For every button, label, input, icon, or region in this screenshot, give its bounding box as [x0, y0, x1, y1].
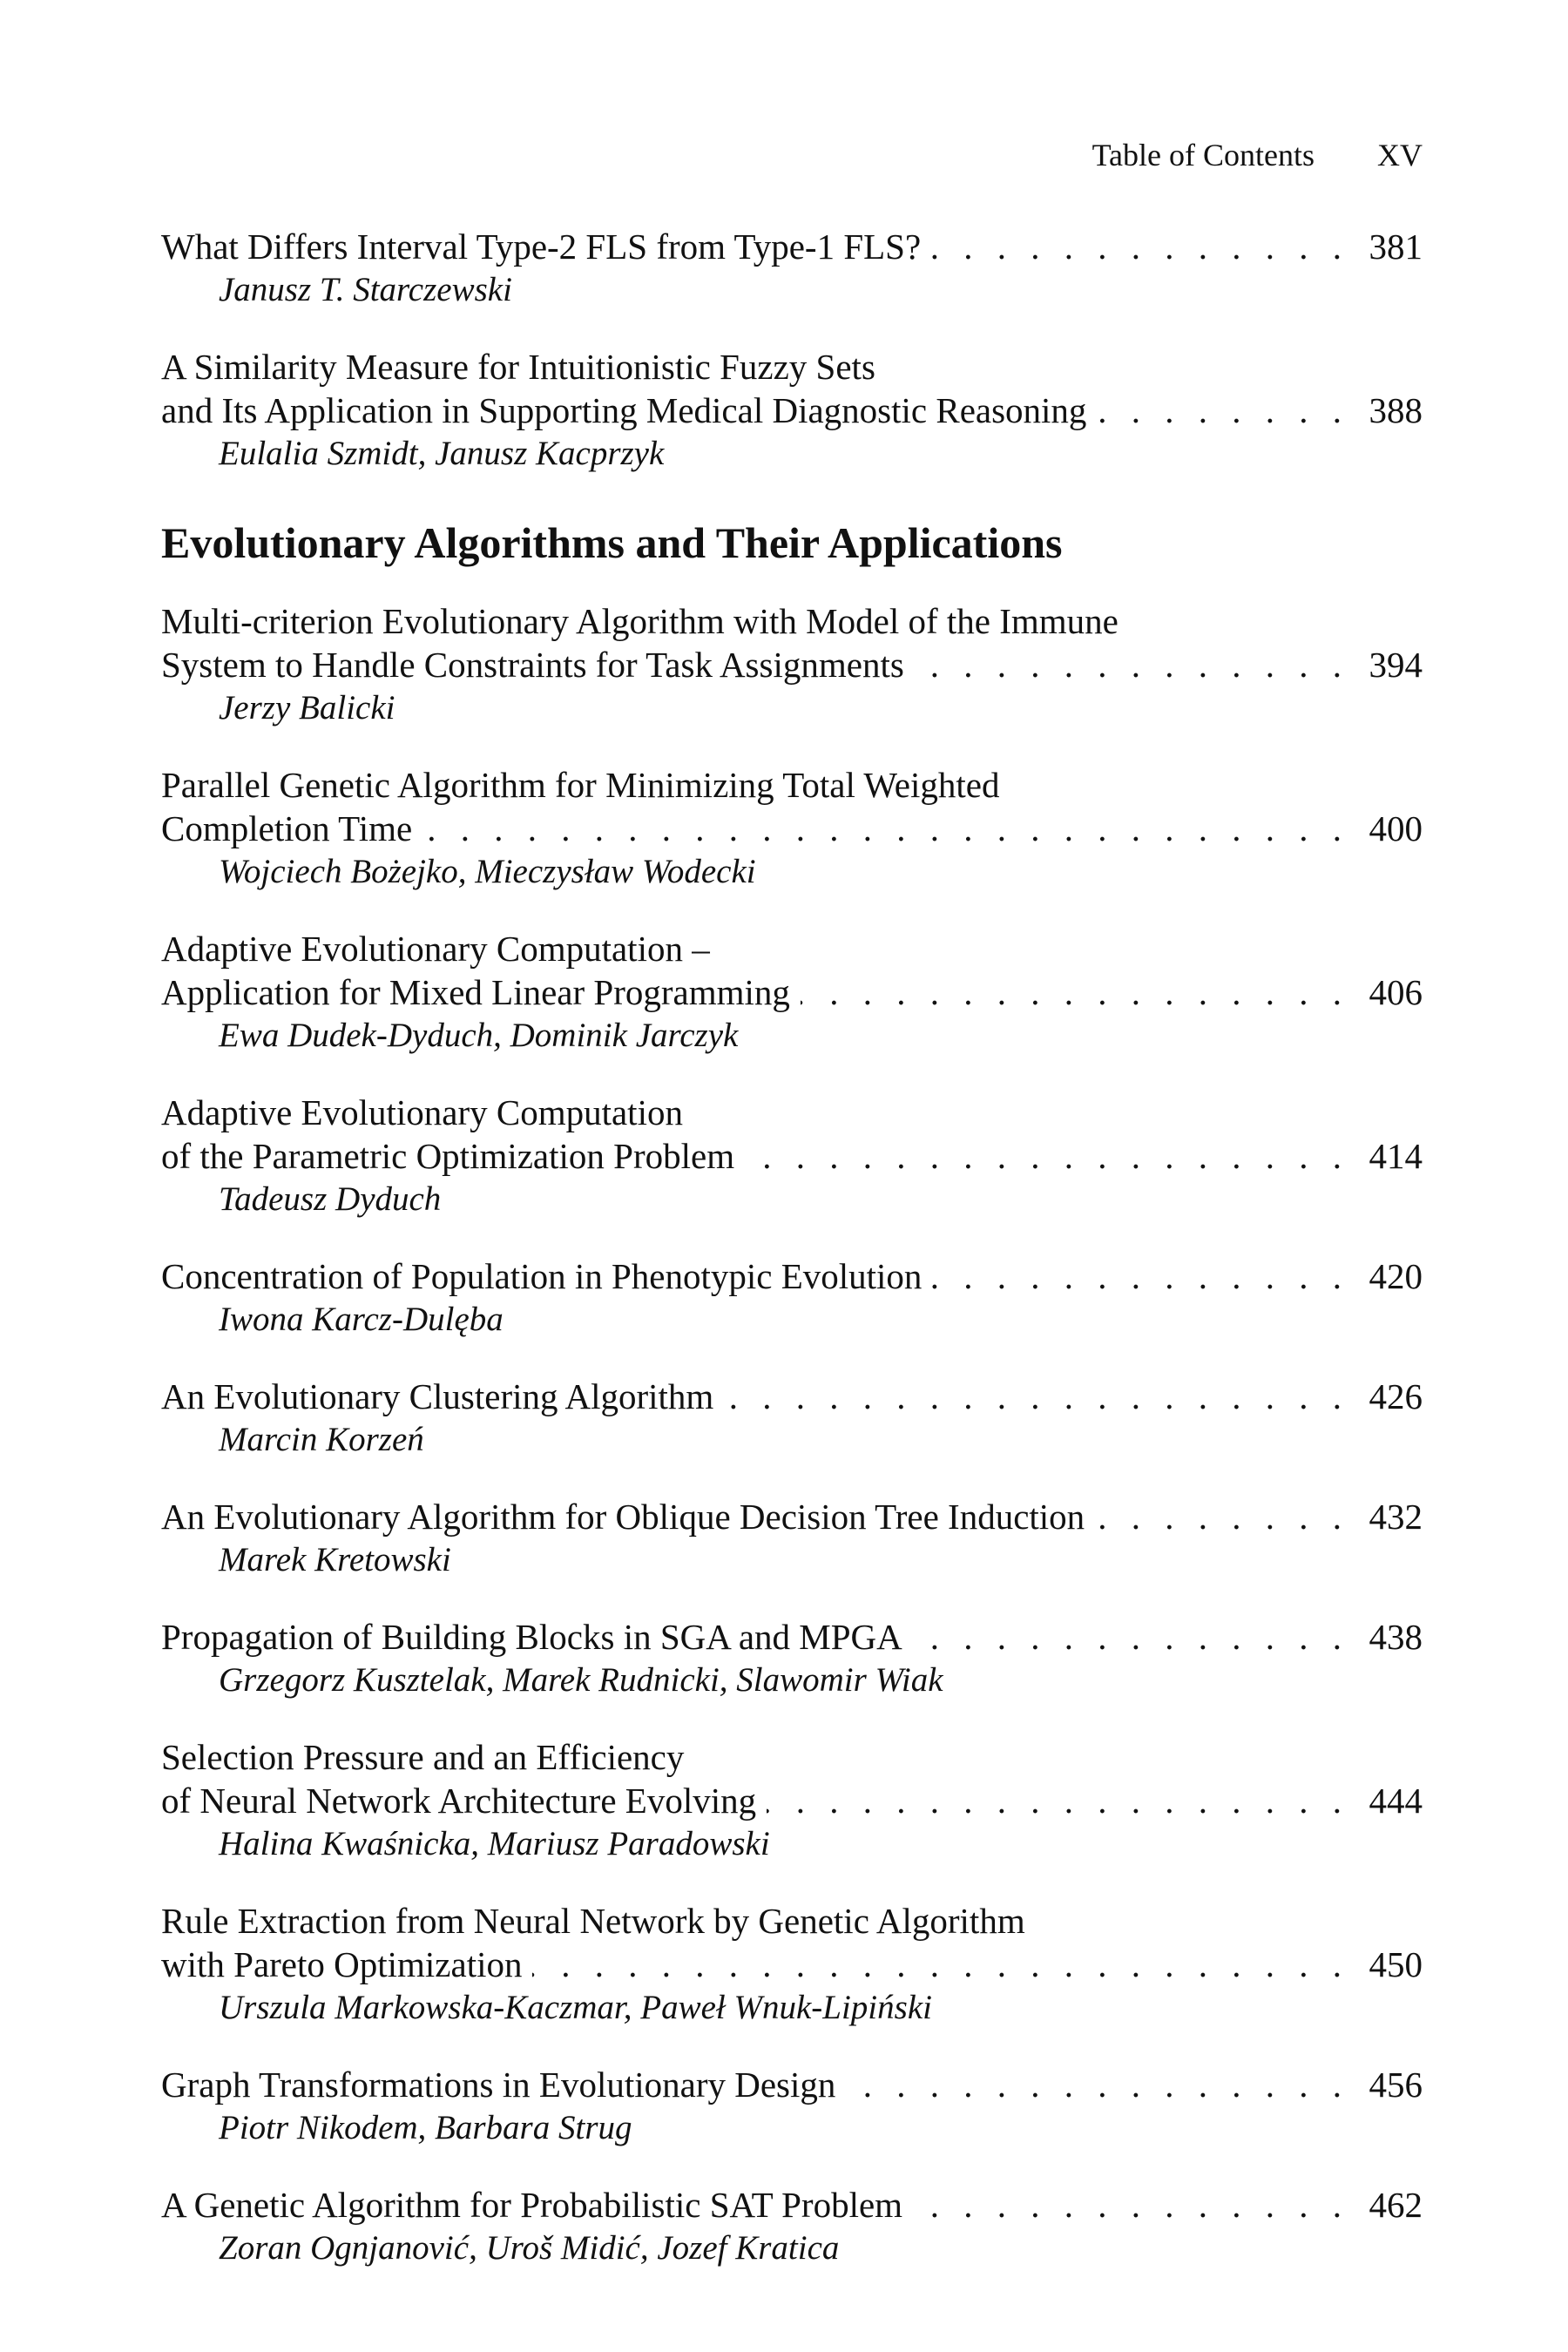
dot-leader [931, 225, 1349, 268]
toc-entries-section [161, 599, 1423, 2270]
entry-authors: Ewa Dudek-Dyduch, Dominik Jarczyk [219, 1017, 739, 1054]
toc-entries-before-section [161, 225, 1423, 476]
entry-title-text: Graph Transformations in Evolutionary Design [161, 2065, 836, 2105]
entry-authors: Zoran Ognjanović, Uroš Midić, Jozef Kratica [219, 2229, 840, 2267]
toc-entry [161, 1495, 1423, 1582]
entry-authors: Piotr Nikodem, Barbara Strug [219, 2109, 632, 2146]
entry-page-number: 462 [1369, 2185, 1423, 2225]
entry-title-text: of Neural Network Architecture Evolving [161, 1781, 757, 1821]
toc-entry [161, 345, 1423, 476]
dot-leader [724, 1375, 1349, 1418]
entry-title-last-line [161, 2183, 1423, 2227]
dot-leader [532, 1943, 1349, 1986]
entry-title-last-line [161, 1779, 1423, 1822]
toc-entry [161, 763, 1423, 894]
entry-authors: Grzegorz Kusztelak, Marek Rudnicki, Slawomir Wiak [219, 1661, 943, 1699]
entry-title-text: with Pareto Optimization [161, 1944, 523, 1984]
entry-title-text: and Its Application in Supporting Medical Diagnostic Reasoning [161, 390, 1087, 430]
dot-leader [913, 1615, 1349, 1659]
entry-title-text: A Genetic Algorithm for Probabilistic SAT Problem [161, 2185, 903, 2225]
entry-title-last-line [161, 1134, 1423, 1178]
running-head-page-number: XV [1377, 138, 1423, 172]
toc-entry [161, 1091, 1423, 1221]
dot-leader [913, 2183, 1349, 2227]
dot-leader [801, 970, 1349, 1014]
entry-page-number: 426 [1369, 1376, 1423, 1416]
dot-leader [915, 643, 1349, 686]
dot-leader [1097, 389, 1349, 432]
entry-authors: Jerzy Balicki [219, 689, 395, 727]
entry-title-text: What Differs Interval Type-2 FLS from Type-1 FLS? [161, 226, 922, 267]
entry-authors: Marek Kretowski [219, 1541, 451, 1578]
entry-page-number: 456 [1369, 2065, 1423, 2105]
entry-title-last-line [161, 1254, 1423, 1298]
entry-authors: Eulalia Szmidt, Janusz Kacprzyk [219, 435, 665, 472]
entry-title-line: Multi-criterion Evolutionary Algorithm with Model of the Immune [161, 601, 1119, 641]
entry-page-number: 414 [1369, 1136, 1423, 1176]
entry-title-text: Propagation of Building Blocks in SGA and MPGA [161, 1617, 902, 1657]
entry-title-last-line [161, 2063, 1423, 2106]
dot-leader [422, 807, 1349, 850]
toc-entry [161, 1254, 1423, 1342]
entry-title-text: Completion Time [161, 808, 413, 848]
toc-entry [161, 225, 1423, 312]
entry-title-text: of the Parametric Optimization Problem [161, 1136, 735, 1176]
entry-authors: Halina Kwaśnicka, Mariusz Paradowski [219, 1825, 770, 1862]
entry-title-last-line [161, 1943, 1423, 1986]
toc-entry [161, 599, 1423, 730]
entry-page-number: 438 [1369, 1617, 1423, 1657]
entry-page-number: 432 [1369, 1497, 1423, 1537]
entry-title-last-line [161, 807, 1423, 850]
entry-title-line: A Similarity Measure for Intuitionistic Fuzzy Sets [161, 347, 875, 387]
entry-title-text: An Evolutionary Clustering Algorithm [161, 1376, 714, 1416]
entry-authors: Urszula Markowska-Kaczmar, Paweł Wnuk-Lipiński [219, 1989, 932, 2026]
entry-authors: Tadeusz Dyduch [219, 1180, 442, 1218]
dot-leader [745, 1134, 1349, 1178]
entry-page-number: 381 [1369, 226, 1423, 267]
entry-title-line: Parallel Genetic Algorithm for Minimizing Total Weighted [161, 765, 1000, 805]
toc-entry [161, 1615, 1423, 1702]
entry-page-number: 444 [1369, 1781, 1423, 1821]
entry-page-number: 406 [1369, 972, 1423, 1012]
entry-authors: Wojciech Bożejko, Mieczysław Wodecki [219, 853, 756, 890]
entry-title-line: Selection Pressure and an Efficiency [161, 1737, 685, 1777]
toc-entry [161, 2063, 1423, 2150]
entry-page-number: 388 [1369, 390, 1423, 430]
toc-entries [161, 225, 1423, 2270]
dot-leader [846, 2063, 1349, 2106]
entry-title-text: Application for Mixed Linear Programming [161, 972, 790, 1012]
toc-entry [161, 1375, 1423, 1462]
entry-page-number: 450 [1369, 1944, 1423, 1984]
entry-title-last-line [161, 1615, 1423, 1659]
entry-title-last-line [161, 389, 1423, 432]
entry-page-number: 420 [1369, 1256, 1423, 1296]
dot-leader [932, 1254, 1349, 1298]
toc-entry [161, 927, 1423, 1058]
entry-page-number: 394 [1369, 645, 1423, 685]
running-head [161, 135, 1423, 175]
dot-leader [767, 1779, 1349, 1822]
toc-entry [161, 1735, 1423, 1866]
entry-title-last-line [161, 1495, 1423, 1538]
entry-authors: Marcin Korzeń [219, 1421, 424, 1458]
toc-entry [161, 1899, 1423, 2030]
entry-title-line: Adaptive Evolutionary Computation – [161, 929, 710, 969]
toc-entry [161, 2183, 1423, 2270]
entry-page-number: 400 [1369, 808, 1423, 848]
entry-title-last-line [161, 970, 1423, 1014]
entry-title-text: An Evolutionary Algorithm for Oblique Decision Tree Induction [161, 1497, 1085, 1537]
entry-authors: Janusz T. Starczewski [219, 271, 512, 308]
dot-leader [1095, 1495, 1349, 1538]
entry-title-last-line [161, 1375, 1423, 1418]
entry-title-line: Adaptive Evolutionary Computation [161, 1092, 683, 1132]
entry-title-line: Rule Extraction from Neural Network by Genetic Algorithm [161, 1901, 1025, 1941]
section-heading: Evolutionary Algorithms and Their Applications [161, 518, 1063, 567]
entry-title-text: Concentration of Population in Phenotypic Evolution [161, 1256, 923, 1296]
entry-title-last-line [161, 225, 1423, 268]
running-head-title: Table of Contents [1092, 138, 1315, 172]
entry-title-last-line [161, 643, 1423, 686]
entry-title-text: System to Handle Constraints for Task Assignments [161, 645, 904, 685]
entry-authors: Iwona Karcz-Dulęba [219, 1301, 504, 1338]
